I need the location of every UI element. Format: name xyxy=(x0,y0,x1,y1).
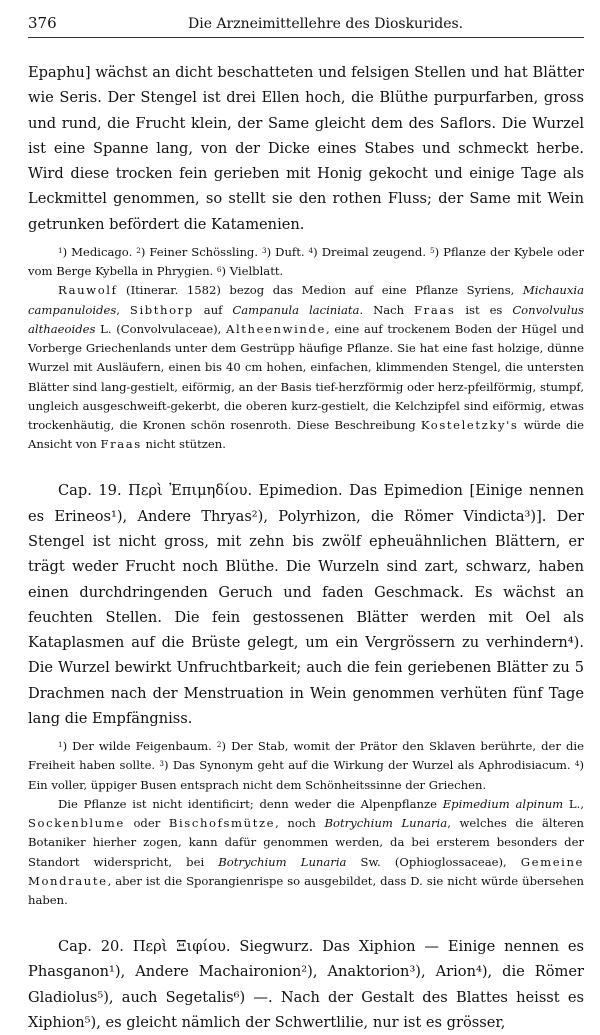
footnote-3: Duft. xyxy=(275,245,305,260)
commentary-text: auf xyxy=(193,302,233,317)
commentary-text: , welches die älteren Botaniker hierher zogen, kann dafür genommen werden, da bei ersterem besonders der Standort widerspricht, bei xyxy=(28,816,584,869)
commentary-text: L. (Convolvulaceae), xyxy=(95,321,226,336)
commentary-text: würde die Ansicht von xyxy=(28,417,585,452)
author-name: Sibthorp xyxy=(129,302,194,317)
plant-common-name: Sockenblume xyxy=(28,816,125,831)
paragraph-epaphu: Epaphu] wächst an dicht beschatteten und felsigen Stellen und hat Blätter wie Seris. Der Stengel ist drei Ellen hoch, die Blüthe purpurfarben, gross und rund, die Frucht klein, der Same gleicht dem des Saflors. Die Wurzel ist eine Spanne lang, von der Dicke eines Stabes und schmeckt herbe. Wird diese trocken fein gerieben mit Honig gekocht und einige Tage als Leckmittel genommen, so stellt sie den rothen Fluss; der Same mit Wein getrunken befördert die Katamenien. xyxy=(28,64,584,233)
commentary-text: nicht stützen. xyxy=(141,437,226,452)
section-1-text xyxy=(28,60,584,237)
author-name: Rauwolf xyxy=(58,283,118,298)
footnote-6: Vielblatt. xyxy=(229,264,284,279)
footnote-3: Das Synonym geht auf die Wirkung der Wurzel als Aphrodisiacum. xyxy=(172,758,571,773)
footnotes-block: $^1$) Medicago. $^2$) Feiner Schössling. $^3$) Duft. $^4$) Dreimal zeugend. $^5$) Pflanze der Kybele oder vom Berge Kybella in Phrygien. $^6$) Vielblatt. xyxy=(28,245,584,279)
species-name: Convolvulus althaeoides xyxy=(28,302,585,336)
footnote-4: Dreimal zeugend. xyxy=(321,245,427,260)
footnote-5: Pflanze der Kybele oder vom Berge Kybella in Phrygien. xyxy=(28,245,584,279)
commentary-text: oder xyxy=(124,816,169,831)
commentary-text: Die Pflanze ist nicht identificirt; denn weder die Alpenpflanze xyxy=(58,796,443,811)
section-1-notes xyxy=(28,243,584,454)
commentary-text: , noch xyxy=(275,816,325,831)
commentary-text: L., xyxy=(563,796,584,811)
commentary-text: , aber ist die Sporangienrispe so ausgebildet, dass D. sie nicht würde übersehen haben. xyxy=(28,873,584,907)
commentary-text: , xyxy=(116,302,130,317)
chapter-20-paragraph: Cap. 20. Περὶ Ξιφίου. Siegwurz. Das Xiphion — Einige nennen es Phasganon¹), Andere Machaironion²), Anaktorion³), Arion⁴), die Römer Gladiolus⁵), auch Segetalis⁶) —. Nach der Gestalt des Blattes heisst es Xiphion⁵), es gleicht nämlich der Schwertlilie, nur ist es grösser, xyxy=(28,938,584,1031)
species-name: Botrychium Lunaria xyxy=(218,854,347,869)
book-page xyxy=(28,14,584,1035)
commentary-text: , eine auf trockenem Boden der Hügel und Vorberge Griechenlands unter dem Gestrüpp häufige Pflanze. Sie hat eine fast holzige, dünne Wurzel mit Ausläufern, einen bis 40 cm hohen, einfachen, klimmenden Stengel, die untersten Blätter sind lang-gestielt, eiförmig, an der Basis tief-herzförmig oder herz-pfeilförmig, stumpf, ungleich ausgeschweift-gekerbt, die oberen kurz-gestielt, die Kelchzipfel sind eiförmig, etwas trockenhäutig, die Kronen schön rosenroth. Diese Beschreibung xyxy=(28,321,584,432)
species-name: Epimedium alpinum xyxy=(442,796,564,811)
commentary-text: . Nach xyxy=(359,302,415,317)
author-name: Kosteletzky's xyxy=(420,417,519,432)
footnotes-block: $^1$) Der wilde Feigenbaum. $^2$) Der Stab, womit der Prätor den Sklaven berührte, der die Freiheit haben sollte. $^3$) Das Synonym geht auf die Wirkung der Wurzel als Aphrodisiacum. $^4$) Ein voller, üppiger Busen entsprach nicht dem Schönheitssinne der Griechen. xyxy=(28,739,585,792)
running-header xyxy=(28,14,584,38)
author-name: Fraas xyxy=(414,302,456,317)
plant-common-name: Gemeine Mondraute xyxy=(28,854,585,888)
author-name: Fraas xyxy=(100,437,142,452)
plant-common-name: Bischofsmütze xyxy=(168,816,276,831)
page-number: 376 xyxy=(28,14,57,32)
species-name: Botrychium Lunaria xyxy=(324,816,448,831)
commentary-text: ist es xyxy=(455,302,513,317)
footnote-4: Ein voller, üppiger Busen entsprach nicht dem Schönheitssinne der Griechen. xyxy=(28,777,487,792)
commentary-epimedion xyxy=(28,795,584,910)
species-name: Campanula laciniata xyxy=(232,302,360,317)
running-title: Die Arzneimittellehre des Dioskurides. xyxy=(188,16,464,32)
footnote-1: Medicago. xyxy=(71,245,133,260)
plant-common-name: Altheenwinde xyxy=(225,321,326,336)
commentary-medion xyxy=(28,281,584,454)
section-2-notes xyxy=(28,737,584,910)
species-name: Michauxia campanuloides xyxy=(28,283,584,317)
footnote-1: Der wilde Feigenbaum. xyxy=(72,739,212,754)
footnote-2: Feiner Schössling. xyxy=(149,245,259,260)
commentary-text: Sw. (Ophioglossaceae), xyxy=(346,854,521,869)
commentary-text: (Itinerar. 1582) bezog das Medion auf eine Pflanze Syriens, xyxy=(117,283,523,298)
chapter-19-paragraph: Cap. 19. Περὶ Ἐπιμηδίου. Epimedion. Das Epimedion [Einige nennen es Erineos¹), Andere Thryas²), Polyrhizon, die Römer Vindicta³)]. Der Stengel ist nicht gross, mit zehn bis zwölf epheuähnlichen Blättern, er trägt weder Frucht noch Blüthe. Die Wurzeln sind zart, schwarz, haben einen durchdringenden Geruch und faden Geschmack. Es wächst an feuchten Stellen. Die fein gestossenen Blätter werden mit Oel als Kataplasmen auf die Brüste gelegt, um ein Vergrössern zu verhindern⁴). Die Wurzel bewirkt Unfruchtbarkeit; auch die fein geriebenen Blätter zu 5 Drachmen nach der Menstruation in Wein genommen verhüten fünf Tage lang die Empfängniss. xyxy=(28,482,584,727)
footnote-2: Der Stab, womit der Prätor den Sklaven berührte, der die Freiheit haben sollte. xyxy=(28,739,584,773)
section-2-text xyxy=(28,478,584,731)
section-3-text xyxy=(28,934,584,1035)
